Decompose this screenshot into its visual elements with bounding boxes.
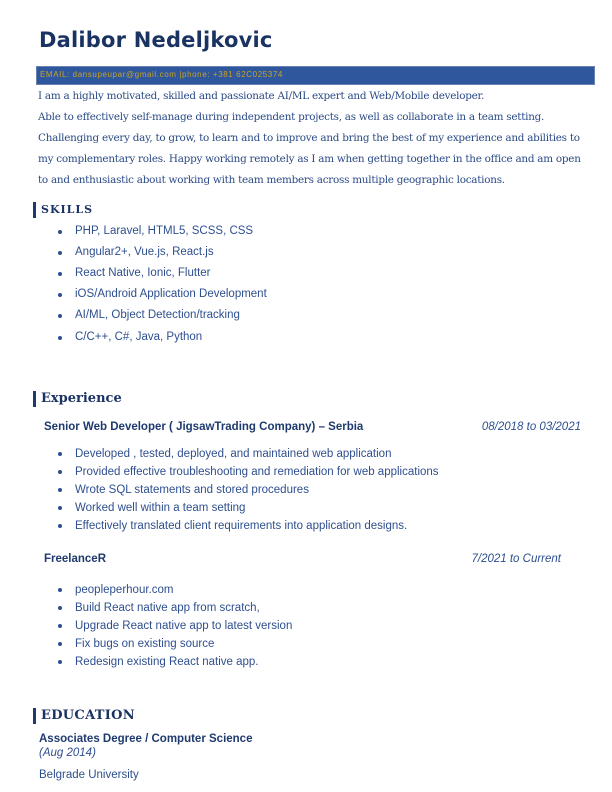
job-responsibilities	[58, 581, 578, 671]
job-bullet: Worked well within a team setting	[58, 499, 578, 517]
job-bullet: Effectively translated client requirements into application designs.	[58, 517, 578, 535]
summary-line: Able to effectively self-manage during independent projects, as well as collaborate in a team setting.	[38, 111, 545, 123]
skills-heading: SKILLS	[33, 202, 93, 218]
job-title: FreelanceR	[44, 553, 107, 565]
education-school: Belgrade University	[39, 769, 139, 781]
skill-item: React Native, Ionic, Flutter	[58, 263, 578, 284]
education-degree: Associates Degree / Computer Science	[39, 733, 253, 745]
job-bullet: Redesign existing React native app.	[58, 653, 578, 671]
job-bullet: Upgrade React native app to latest version	[58, 617, 578, 635]
job-title: Senior Web Developer ( JigsawTrading Company) – Serbia	[44, 421, 364, 433]
summary-line: to and enthusiastic about working with team members across multiple geographic locations.	[38, 174, 505, 186]
contact-bar	[36, 66, 595, 85]
job-dates: 7/2021 to Current	[471, 553, 561, 565]
summary-line: I am a highly motivated, skilled and passionate AI/ML expert and Web/Mobile developer.	[38, 90, 485, 102]
skill-item: PHP, Laravel, HTML5, SCSS, CSS	[58, 221, 578, 242]
skill-item: C/C++, C#, Java, Python	[58, 327, 578, 348]
job-dates: 08/2018 to 03/2021	[481, 421, 581, 433]
skill-item: iOS/Android Application Development	[58, 284, 578, 305]
summary	[38, 86, 598, 191]
job-bullet: Fix bugs on existing source	[58, 635, 578, 653]
job-responsibilities	[58, 445, 578, 535]
education-date: (Aug 2014)	[39, 747, 96, 759]
skills-list	[58, 221, 578, 348]
summary-line: Challenging every day, to grow, to learn and to improve and bring the best of my experience and abilities to	[38, 132, 580, 144]
skill-item: Angular2+, Vue.js, React.js	[58, 242, 578, 263]
job-bullet: Developed , tested, deployed, and maintained web application	[58, 445, 578, 463]
skill-item: AI/ML, Object Detection/tracking	[58, 305, 578, 326]
contact-info: EMAIL: dansupeupar@gmail.com |phone: +381 62C025374	[40, 70, 283, 79]
job-bullet: Provided effective troubleshooting and remediation for web applications	[58, 463, 578, 481]
education-heading: EDUCATION	[33, 708, 135, 724]
job-bullet: Build React native app from scratch,	[58, 599, 578, 617]
job-bullet: Wrote SQL statements and stored procedures	[58, 481, 578, 499]
job-bullet: peopleperhour.com	[58, 581, 578, 599]
experience-heading: Experience	[33, 391, 122, 407]
candidate-name: Dalibor Nedeljkovic	[39, 28, 273, 52]
summary-line: my complementary roles. Happy working remotely as I am when getting together in the office and am open	[38, 153, 581, 165]
